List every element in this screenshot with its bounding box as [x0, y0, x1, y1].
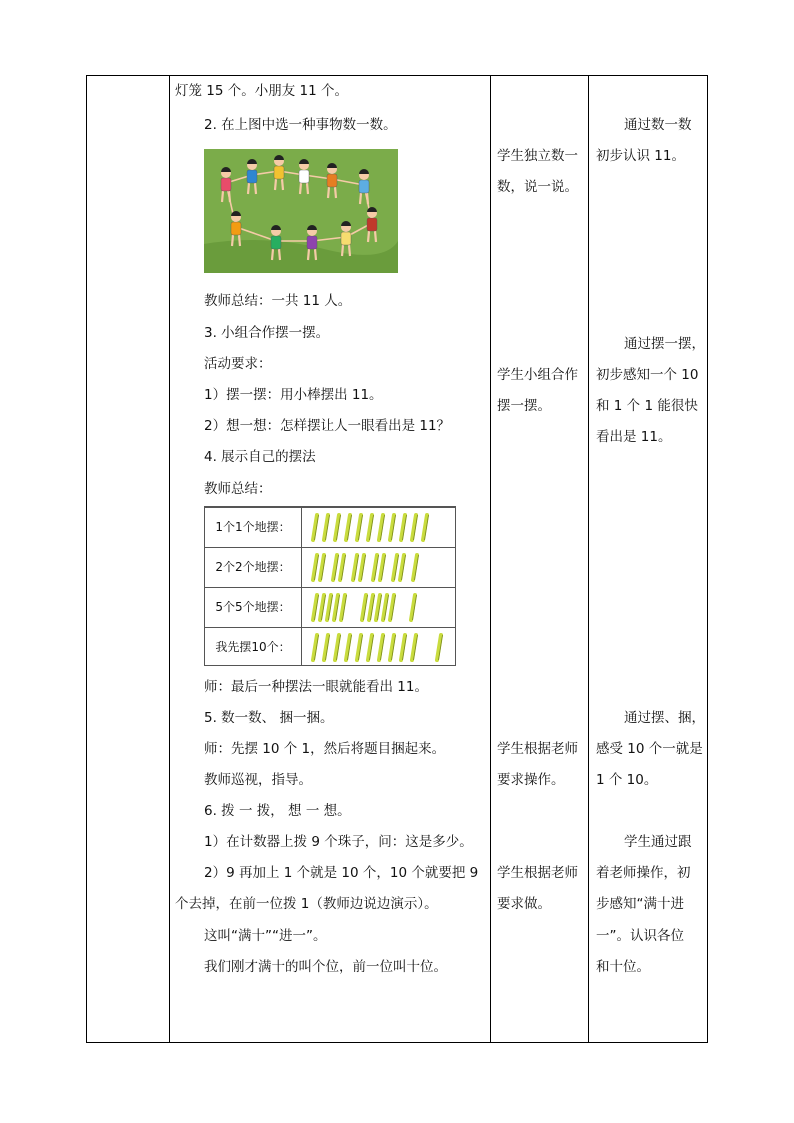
children-illustration — [204, 149, 398, 273]
activity-line: 我们刚才满十的叫个位，前一位叫十位。 — [204, 959, 447, 975]
design-intent-line: 初步认识 11。 — [596, 148, 685, 164]
activity-line: 这叫“满十”“进一”。 — [204, 928, 327, 944]
activity-line: 3. 小组合作摆一摆。 — [204, 325, 330, 341]
children-circle-photo — [204, 149, 398, 273]
design-intent-line: 步感知“满十进 — [596, 896, 684, 912]
sticks-figure — [305, 510, 453, 546]
design-intent-line: 1 个 10。 — [596, 772, 658, 788]
design-intent-line: 通过数一数 — [624, 117, 692, 133]
sticks-row-label: 5个5个地摆： — [215, 600, 291, 614]
sticks-figure — [305, 550, 453, 586]
sticks-figure — [305, 590, 453, 626]
column-divider — [490, 76, 491, 1042]
sticks-row-label: 1个1个地摆： — [215, 520, 291, 534]
design-intent-line: 初步感知一个 10 — [596, 367, 699, 383]
lesson-table — [86, 75, 708, 1043]
activity-line: 活动要求： — [204, 356, 272, 372]
activity-line: 灯笼 15 个。小朋友 11 个。 — [175, 83, 349, 99]
sticks-table — [204, 506, 456, 666]
sticks-row — [205, 507, 455, 547]
activity-line: 教师总结：一共 11 人。 — [204, 293, 352, 309]
activity-line: 2）想一想：怎样摆让人一眼看出是 11？ — [204, 418, 451, 434]
student-activity-line: 学生根据老师 — [497, 865, 578, 881]
sticks-row — [205, 587, 455, 627]
student-activity-line: 要求操作。 — [497, 772, 565, 788]
activity-line: 5. 数一数、 捆一捆。 — [204, 710, 334, 726]
activity-line: 教师巡视，指导。 — [204, 772, 312, 788]
design-intent-line: 感受 10 个一就是 — [596, 741, 703, 757]
student-activity-line: 学生小组合作 — [497, 367, 578, 383]
activity-line: 1）在计数器上拨 9 个珠子，问：这是多少。 — [204, 834, 473, 850]
activity-line: 6. 拨 一 拨， 想 一 想。 — [204, 803, 351, 819]
student-activity-line: 摆一摆。 — [497, 398, 551, 414]
sticks-row-label: 2个2个地摆： — [215, 560, 291, 574]
activity-line: 师：最后一种摆法一眼就能看出 11。 — [204, 679, 428, 695]
activity-line: 2）9 再加上 1 个就是 10 个，10 个就要把 9 — [204, 865, 479, 881]
sticks-row — [205, 547, 455, 587]
activity-line: 教师总结： — [204, 481, 272, 497]
student-activity-line: 学生独立数一 — [497, 148, 578, 164]
design-intent-line: 看出是 11。 — [596, 429, 672, 445]
student-activity-line: 学生根据老师 — [497, 741, 578, 757]
student-activity-line: 要求做。 — [497, 896, 551, 912]
sticks-row — [205, 627, 455, 667]
design-intent-line: 通过摆一摆， — [624, 336, 705, 352]
activity-line: 2. 在上图中选一种事物数一数。 — [204, 117, 397, 133]
activity-line: 师：先摆 10 个 1，然后将题目捆起来。 — [204, 741, 446, 757]
student-activity-line: 数，说一说。 — [497, 179, 578, 195]
sticks-figure — [305, 630, 453, 666]
activity-line: 个去掉，在前一位拨 1（教师边说边演示）。 — [175, 896, 438, 912]
activity-line: 1）摆一摆：用小棒摆出 11。 — [204, 387, 383, 403]
design-intent-line: 和十位。 — [596, 959, 650, 975]
column-divider — [169, 76, 170, 1042]
sticks-row-label: 我先摆10个： — [215, 640, 291, 654]
design-intent-line: 学生通过跟 — [624, 834, 692, 850]
design-intent-line: 和 1 个 1 能很快 — [596, 398, 698, 414]
design-intent-line: 着老师操作，初 — [596, 865, 691, 881]
design-intent-line: 一”。认识各位 — [596, 928, 684, 944]
design-intent-line: 通过摆、捆， — [624, 710, 705, 726]
column-divider — [588, 76, 589, 1042]
activity-line: 4. 展示自己的摆法 — [204, 449, 316, 465]
